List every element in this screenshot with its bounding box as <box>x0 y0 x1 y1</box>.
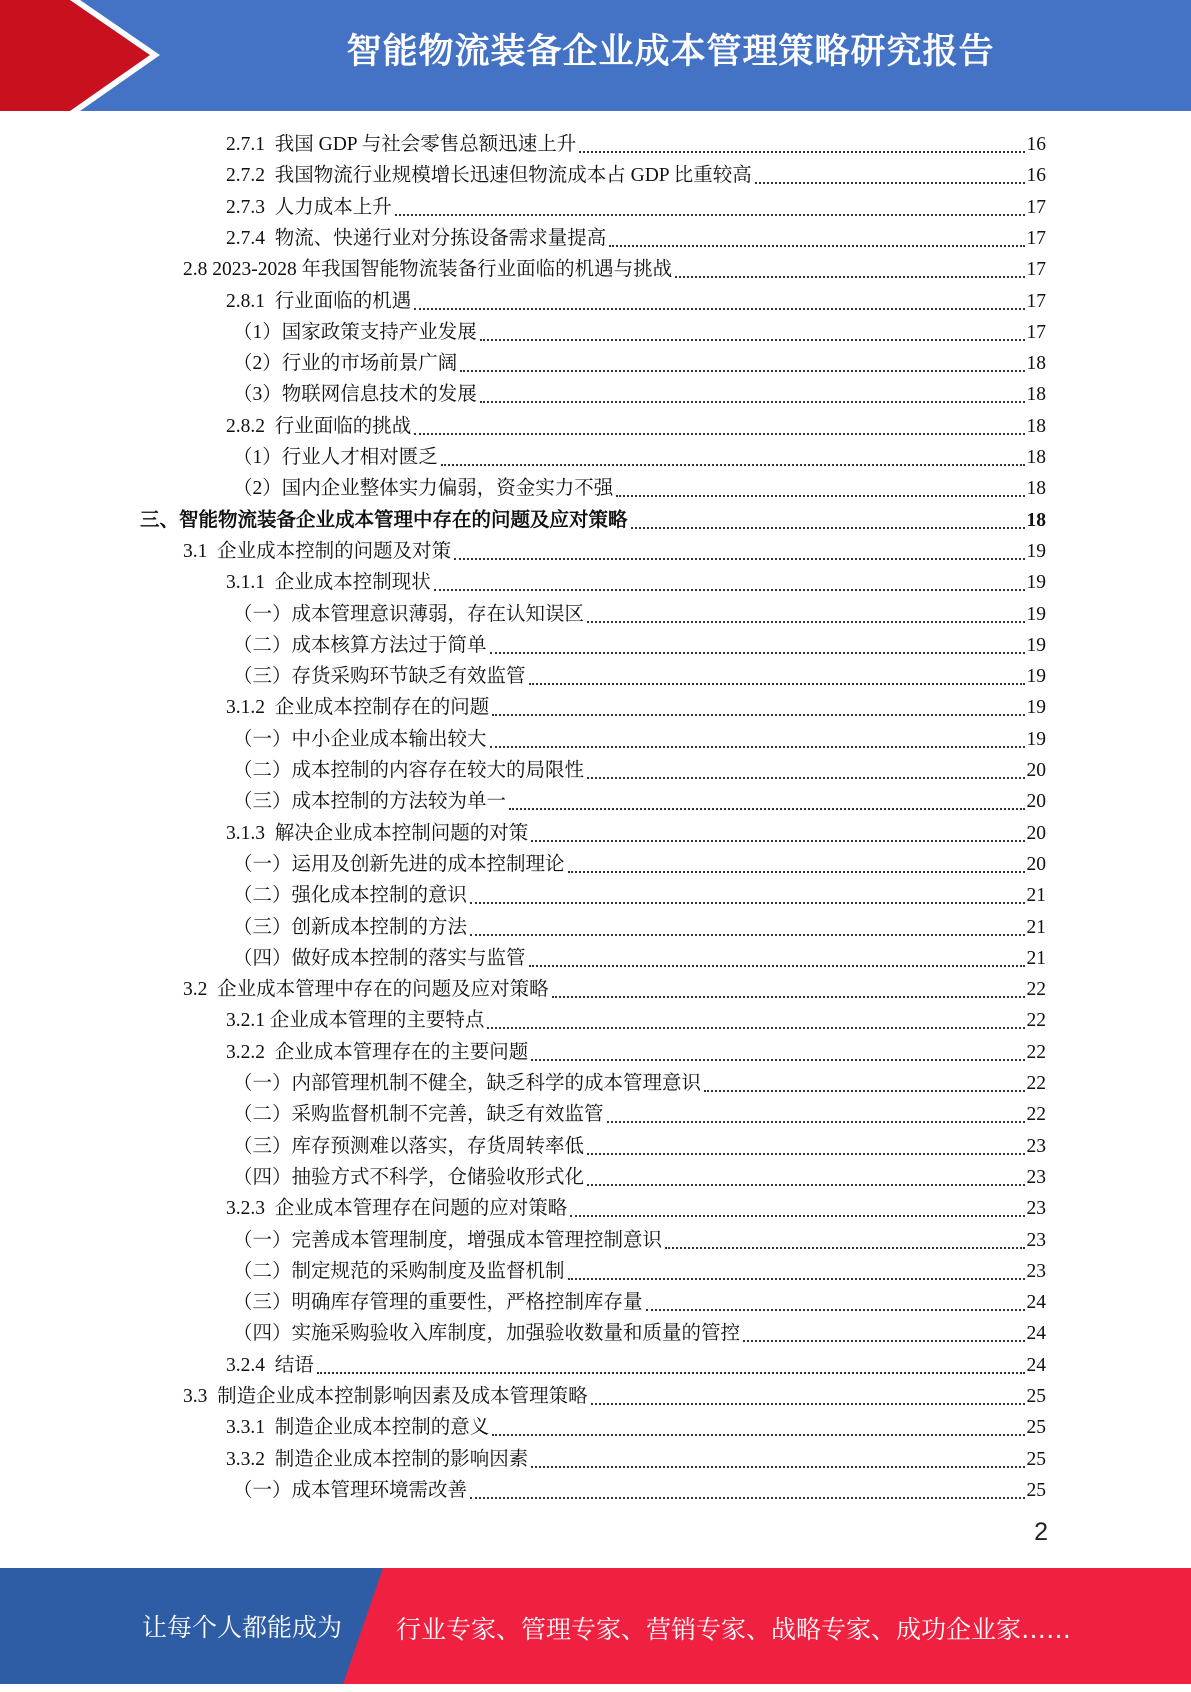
toc-dot-leader <box>529 682 1025 685</box>
toc-entry-label: （二）成本核算方法过于简单 <box>233 635 487 656</box>
toc-entry[interactable] <box>183 972 1046 1003</box>
toc-entry[interactable] <box>233 878 1046 909</box>
toc-entry[interactable] <box>226 284 1046 315</box>
toc-entry-page: 16 <box>1026 134 1046 155</box>
toc-dot-leader <box>480 400 1025 403</box>
toc-entry-label: （2）行业的市场前景广阔 <box>233 353 458 374</box>
toc-entry-page: 18 <box>1026 416 1046 437</box>
toc-entry-label: （一）成本管理意识薄弱，存在认知误区 <box>233 604 585 625</box>
toc-entry-page: 19 <box>1026 666 1046 687</box>
toc-entry-label: 3.1.2 企业成本控制存在的问题 <box>226 697 490 718</box>
toc-entry[interactable] <box>226 816 1046 847</box>
toc-entry-page: 22 <box>1026 1073 1046 1094</box>
toc-entry[interactable] <box>140 503 1046 534</box>
toc-entry[interactable] <box>226 1035 1046 1066</box>
toc-entry-label: （四）做好成本控制的落实与监管 <box>233 948 526 969</box>
toc-entry-label: 2.7.1 我国 GDP 与社会零售总额迅速上升 <box>226 134 577 155</box>
toc-entry-label: 2.8.2 行业面临的挑战 <box>226 416 412 437</box>
toc-entry-label: 2.7.2 我国物流行业规模增长迅速但物流成本占 GDP 比重较高 <box>226 165 752 186</box>
toc-entry-label: （一）中小企业成本输出较大 <box>233 729 487 750</box>
footer-slogan-right: 行业专家、管理专家、营销专家、战略专家、成功企业家…… <box>396 1615 1072 1644</box>
toc-entry[interactable] <box>233 315 1046 346</box>
toc-dot-leader <box>531 839 1024 842</box>
toc-entry[interactable] <box>226 190 1046 221</box>
toc-dot-leader <box>591 1402 1025 1405</box>
toc-entry-page: 21 <box>1026 948 1046 969</box>
toc-entry[interactable] <box>233 597 1046 628</box>
toc-dot-leader <box>395 213 1025 216</box>
toc-dot-leader <box>665 1246 1024 1249</box>
toc-entry-label: （一）运用及创新先进的成本控制理论 <box>233 854 565 875</box>
toc-dot-leader <box>454 557 1024 560</box>
toc-entry-page: 25 <box>1026 1449 1046 1470</box>
toc-entry[interactable] <box>226 690 1046 721</box>
toc-entry[interactable] <box>233 722 1046 753</box>
toc-entry-label: 3.2.3 企业成本管理存在问题的应对策略 <box>226 1198 568 1219</box>
toc-dot-leader <box>570 1214 1024 1217</box>
toc-entry[interactable] <box>233 1097 1046 1128</box>
report-title: 智能物流装备企业成本管理策略研究报告 <box>346 32 995 72</box>
toc-dot-leader <box>460 369 1024 372</box>
toc-entry[interactable] <box>233 346 1046 377</box>
toc-entry-label: 3.3 制造企业成本控制影响因素及成本管理策略 <box>183 1386 588 1407</box>
toc-entry-page: 22 <box>1026 1042 1046 1063</box>
toc-dot-leader <box>568 870 1025 873</box>
toc-entry-label: 2.7.4 物流、快递行业对分拣设备需求量提高 <box>226 228 607 249</box>
toc-dot-leader <box>492 1433 1024 1436</box>
toc-entry-page: 18 <box>1026 447 1046 468</box>
toc-entry[interactable] <box>233 659 1046 690</box>
toc-dot-leader <box>631 526 1025 529</box>
toc-entry[interactable] <box>183 1379 1046 1410</box>
toc-entry-label: （1）行业人才相对匮乏 <box>233 447 438 468</box>
toc-entry-page: 23 <box>1026 1230 1046 1251</box>
toc-entry-label: 2.8 2023-2028 年我国智能物流装备行业面临的机遇与挑战 <box>183 259 673 280</box>
toc-entry[interactable] <box>226 158 1046 189</box>
toc-entry-page: 18 <box>1026 510 1046 531</box>
toc-entry-page: 17 <box>1026 259 1046 280</box>
toc-entry-label: （二）强化成本控制的意识 <box>233 885 468 906</box>
toc-dot-leader <box>531 1058 1024 1061</box>
toc-entry[interactable] <box>233 847 1046 878</box>
toc-dot-leader <box>609 244 1024 247</box>
toc-entry[interactable] <box>233 1223 1046 1254</box>
toc-entry[interactable] <box>233 1316 1046 1347</box>
toc-entry-page: 20 <box>1026 760 1046 781</box>
toc-entry-page: 18 <box>1026 353 1046 374</box>
toc-dot-leader <box>579 150 1024 153</box>
toc-dot-leader <box>492 713 1024 716</box>
toc-entry-page: 19 <box>1026 604 1046 625</box>
toc-entry-page: 24 <box>1026 1355 1046 1376</box>
toc-dot-leader <box>587 1152 1024 1155</box>
toc-entry-page: 23 <box>1026 1167 1046 1188</box>
toc-entry-label: （三）明确库存管理的重要性，严格控制库存量 <box>233 1292 643 1313</box>
toc-entry-page: 18 <box>1026 384 1046 405</box>
toc-entry-page: 17 <box>1026 291 1046 312</box>
toc-entry-label: 2.8.1 行业面临的机遇 <box>226 291 412 312</box>
toc-entry-label: （3）物联网信息技术的发展 <box>233 384 477 405</box>
toc-entry-label: 3.3.2 制造企业成本控制的影响因素 <box>226 1449 529 1470</box>
toc-entry[interactable] <box>226 1348 1046 1379</box>
toc-entry[interactable] <box>233 1473 1046 1504</box>
toc-entry[interactable] <box>226 1442 1046 1473</box>
toc-entry-label: 3.3.1 制造企业成本控制的意义 <box>226 1417 490 1438</box>
toc-dot-leader <box>470 1496 1024 1499</box>
toc-entry[interactable] <box>226 221 1046 252</box>
toc-dot-leader <box>646 1308 1025 1311</box>
toc-entry-label: （二）采购监督机制不完善，缺乏有效监管 <box>233 1104 604 1125</box>
toc-entry[interactable] <box>233 941 1046 972</box>
toc-entry-label: 3.2.4 结语 <box>226 1355 314 1376</box>
toc-dot-leader <box>587 1183 1024 1186</box>
toc-entry-page: 23 <box>1026 1136 1046 1157</box>
toc-entry-page: 20 <box>1026 823 1046 844</box>
header-banner <box>0 0 1191 111</box>
toc-entry-page: 25 <box>1026 1480 1046 1501</box>
toc-entry-page: 17 <box>1026 322 1046 343</box>
toc-entry-page: 17 <box>1026 197 1046 218</box>
toc-entry-page: 16 <box>1026 165 1046 186</box>
toc-entry-page: 19 <box>1026 729 1046 750</box>
toc-dot-leader <box>470 933 1024 936</box>
toc-entry[interactable] <box>183 252 1046 283</box>
toc-entry-label: 3.1.3 解决企业成本控制问题的对策 <box>226 823 529 844</box>
toc-entry-page: 21 <box>1026 917 1046 938</box>
toc-dot-leader <box>704 1089 1024 1092</box>
toc-entry-label: （三）库存预测难以落实，存货周转率低 <box>233 1136 585 1157</box>
toc-entry[interactable] <box>226 1410 1046 1441</box>
toc-entry[interactable] <box>226 127 1046 158</box>
toc-entry-page: 22 <box>1026 1010 1046 1031</box>
toc-entry-page: 23 <box>1026 1198 1046 1219</box>
toc-entry[interactable] <box>233 1160 1046 1191</box>
toc-entry-label: 3.2.1 企业成本管理的主要特点 <box>226 1010 485 1031</box>
toc-entry[interactable] <box>183 534 1046 565</box>
toc-dot-leader <box>552 995 1025 998</box>
toc-entry[interactable] <box>233 1066 1046 1097</box>
toc-entry[interactable] <box>233 1254 1046 1285</box>
footer-slogan-left: 让每个人都能成为 <box>142 1613 343 1642</box>
toc-entry[interactable] <box>233 440 1046 471</box>
page-number: 2 <box>1034 1518 1048 1546</box>
toc-entry-page: 22 <box>1026 979 1046 1000</box>
toc-entry[interactable] <box>233 1129 1046 1160</box>
toc-dot-leader <box>434 588 1025 591</box>
toc-entry-page: 18 <box>1026 478 1046 499</box>
toc-entry-page: 19 <box>1026 572 1046 593</box>
toc-entry[interactable] <box>226 409 1046 440</box>
toc-entry-label: （三）创新成本控制的方法 <box>233 917 468 938</box>
toc-entry[interactable] <box>226 565 1046 596</box>
toc-entry-label: （一）完善成本管理制度，增强成本管理控制意识 <box>233 1230 663 1251</box>
toc-entry-page: 25 <box>1026 1417 1046 1438</box>
toc-entry-page: 24 <box>1026 1323 1046 1344</box>
toc-entry-label: （四）抽验方式不科学，仓储验收形式化 <box>233 1167 585 1188</box>
toc-entry[interactable] <box>233 471 1046 502</box>
toc-entry[interactable] <box>226 1003 1046 1034</box>
toc-entry[interactable] <box>233 910 1046 941</box>
toc-entry-page: 22 <box>1026 1104 1046 1125</box>
toc-dot-leader <box>414 432 1024 435</box>
toc-entry-label: 三、智能物流装备企业成本管理中存在的问题及应对策略 <box>140 510 628 531</box>
toc-entry-label: （一）内部管理机制不健全，缺乏科学的成本管理意识 <box>233 1073 702 1094</box>
toc-entry-label: （一）成本管理环境需改善 <box>233 1480 468 1501</box>
toc-dot-leader <box>470 901 1024 904</box>
toc-entry-page: 19 <box>1026 697 1046 718</box>
toc-dot-leader <box>490 651 1025 654</box>
toc-dot-leader <box>743 1339 1024 1342</box>
toc-entry-label: 3.2 企业成本管理中存在的问题及应对策略 <box>183 979 549 1000</box>
toc-dot-leader <box>675 275 1024 278</box>
toc-dot-leader <box>441 463 1025 466</box>
footer-banner <box>0 1568 1191 1684</box>
toc-entry-label: 3.1 企业成本控制的问题及对策 <box>183 541 452 562</box>
toc-entry-label: 2.7.3 人力成本上升 <box>226 197 392 218</box>
toc-entry-page: 23 <box>1026 1261 1046 1282</box>
toc-dot-leader <box>587 620 1024 623</box>
toc-dot-leader <box>529 964 1025 967</box>
toc-entry[interactable] <box>233 753 1046 784</box>
toc-dot-leader <box>568 1277 1025 1280</box>
toc-entry[interactable] <box>233 784 1046 815</box>
toc-entry-page: 24 <box>1026 1292 1046 1313</box>
toc-entry-page: 21 <box>1026 885 1046 906</box>
toc-dot-leader <box>414 307 1024 310</box>
toc-dot-leader <box>490 745 1025 748</box>
toc-entry-page: 20 <box>1026 854 1046 875</box>
toc-entry-label: 3.1.1 企业成本控制现状 <box>226 572 431 593</box>
toc-dot-leader <box>616 494 1024 497</box>
toc-entry-page: 17 <box>1026 228 1046 249</box>
toc-entry-page: 25 <box>1026 1386 1046 1407</box>
toc-entry-label: （二）成本控制的内容存在较大的局限性 <box>233 760 585 781</box>
toc-dot-leader <box>487 1026 1024 1029</box>
toc-dot-leader <box>480 338 1025 341</box>
toc-dot-leader <box>587 776 1024 779</box>
toc-entry-label: （四）实施采购验收入库制度，加强验收数量和质量的管控 <box>233 1323 741 1344</box>
toc-entry-page: 20 <box>1026 791 1046 812</box>
toc-entry-label: （三）成本控制的方法较为单一 <box>233 791 507 812</box>
toc-dot-leader <box>317 1371 1025 1374</box>
toc-dot-leader <box>755 181 1025 184</box>
toc-entry-label: （2）国内企业整体实力偏弱，资金实力不强 <box>233 478 614 499</box>
toc-entry-page: 19 <box>1026 541 1046 562</box>
toc-entry-label: 3.2.2 企业成本管理存在的主要问题 <box>226 1042 529 1063</box>
toc-dot-leader <box>509 807 1024 810</box>
toc-entry-label: （1）国家政策支持产业发展 <box>233 322 477 343</box>
toc-entry-label: （二）制定规范的采购制度及监督机制 <box>233 1261 565 1282</box>
toc-entry[interactable] <box>233 1285 1046 1316</box>
toc-entry[interactable] <box>233 628 1046 659</box>
toc-dot-leader <box>607 1120 1025 1123</box>
toc-entry[interactable] <box>233 377 1046 408</box>
toc-entry[interactable] <box>226 1191 1046 1222</box>
toc-entry-label: （三）存货采购环节缺乏有效监管 <box>233 666 526 687</box>
toc-entry-page: 19 <box>1026 635 1046 656</box>
toc-dot-leader <box>531 1465 1024 1468</box>
